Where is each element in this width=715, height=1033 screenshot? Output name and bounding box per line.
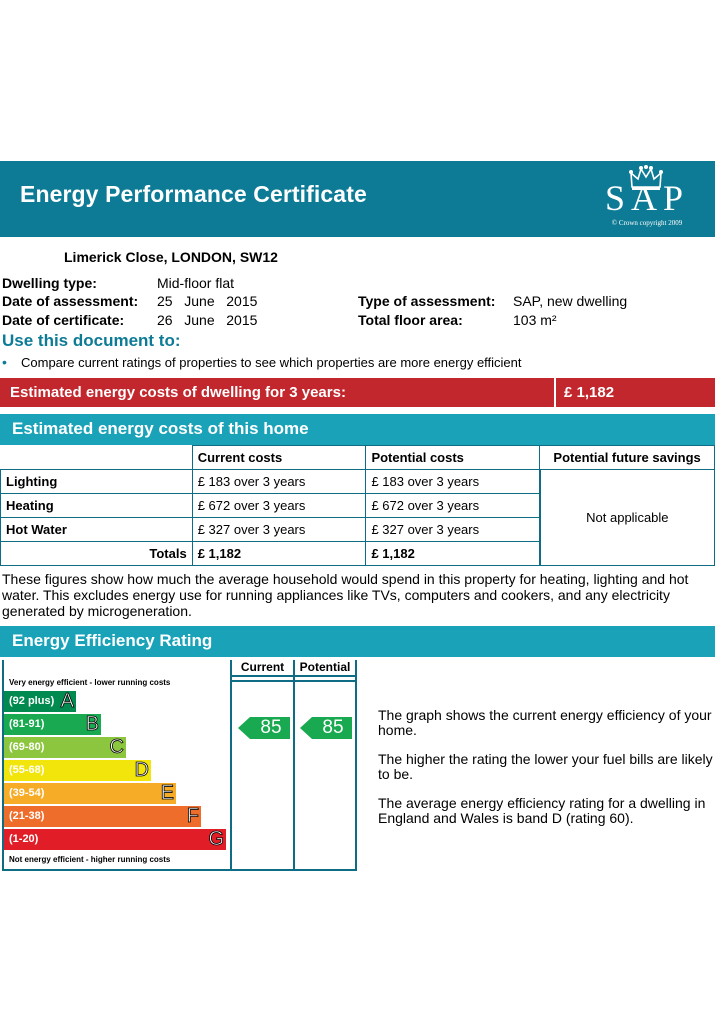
totals-potential: £ 1,182 xyxy=(366,542,540,566)
band-range: (21-38) xyxy=(9,810,45,822)
heating-current: £ 672 over 3 years xyxy=(192,494,366,518)
rating-explanation-1: The graph shows the current energy efficiency of your home. xyxy=(378,707,712,738)
table-header-potential: Potential costs xyxy=(366,446,540,470)
lighting-current: £ 183 over 3 years xyxy=(192,470,366,494)
band-range: (1-20) xyxy=(9,833,39,845)
copyright-text: © Crown copyright 2009 xyxy=(611,219,683,227)
band-range: (81-91) xyxy=(9,718,45,730)
band-range: (92 plus) xyxy=(9,695,55,707)
band-letter: E xyxy=(160,782,174,804)
bottom-caption: Not energy efficient - higher running costs xyxy=(9,855,171,864)
rating-divider-current xyxy=(230,660,232,871)
costs-section-title: Estimated energy costs of this home xyxy=(0,414,715,445)
table-header-savings: Potential future savings xyxy=(540,446,715,470)
potential-rating-arrow xyxy=(300,717,352,739)
rating-header-line-potential xyxy=(295,680,355,682)
band-letter: F xyxy=(186,805,199,827)
estimated-costs-value: £ 1,182 xyxy=(564,384,615,401)
rating-divider-potential xyxy=(293,660,295,871)
dwelling-type-label: Dwelling type: xyxy=(2,275,97,291)
band-range: (69-80) xyxy=(9,741,45,753)
type-assessment-label: Type of assessment: xyxy=(358,293,496,309)
current-rating-arrow xyxy=(238,717,290,739)
floor-area-value: 103 m² xyxy=(513,312,557,328)
page-title: Energy Performance Certificate xyxy=(20,181,367,207)
costs-table xyxy=(0,445,715,566)
date-assessment-label: Date of assessment: xyxy=(2,293,139,309)
rating-band-g xyxy=(4,829,226,850)
date-certificate-value: 26 June 2015 xyxy=(157,312,258,328)
estimated-costs-banner xyxy=(0,378,715,407)
date-certificate-label: Date of certificate: xyxy=(2,312,125,328)
band-letter: B xyxy=(85,713,99,735)
band-letter: A xyxy=(60,690,74,712)
rating-col-current: Current xyxy=(240,660,285,674)
rating-explanation-3: The average energy efficiency rating for a dwelling in England and Wales is band D (rating 60). xyxy=(378,795,706,826)
efficiency-section-title: Energy Efficiency Rating xyxy=(0,626,715,657)
rating-header-line-current xyxy=(232,680,293,682)
rating-col-potential: Potential xyxy=(299,660,351,674)
row-label-hot-water: Hot Water xyxy=(1,518,193,542)
costs-explanation: These figures show how much the average household would spend in this property for heating, lighting and hot water. This excludes energy use for running appliances like TVs, computers and cookers, and any electricity generated by microgeneration. xyxy=(2,571,689,619)
hot-water-potential: £ 327 over 3 years xyxy=(366,518,540,542)
row-label-heating: Heating xyxy=(1,494,193,518)
use-document-item: Compare current ratings of properties to see which properties are more energy efficient xyxy=(21,355,522,370)
sap-logo-text: SAP xyxy=(604,178,690,218)
rating-band-d xyxy=(4,760,151,781)
rating-header-line xyxy=(230,675,357,677)
totals-current: £ 1,182 xyxy=(192,542,366,566)
estimated-costs-label: Estimated energy costs of dwelling for 3 years: xyxy=(10,384,346,401)
dwelling-type-value: Mid-floor flat xyxy=(157,275,235,291)
type-assessment-value: SAP, new dwelling xyxy=(513,293,628,309)
rating-band-a xyxy=(4,691,76,712)
heating-potential: £ 672 over 3 years xyxy=(366,494,540,518)
rating-band-e xyxy=(4,783,176,804)
floor-area-label: Total floor area: xyxy=(358,312,463,328)
table-header-row xyxy=(1,446,715,470)
property-address: Limerick Close, LONDON, SW12 xyxy=(64,249,278,265)
potential-rating-value: 85 xyxy=(322,717,344,738)
band-range: (39-54) xyxy=(9,787,45,799)
sap-logo xyxy=(597,165,697,231)
band-range: (55-68) xyxy=(9,764,45,776)
rating-band-b xyxy=(4,714,101,735)
lighting-potential: £ 183 over 3 years xyxy=(366,470,540,494)
rating-band-c xyxy=(4,737,126,758)
row-label-lighting: Lighting xyxy=(1,470,193,494)
table-header-blank xyxy=(1,446,193,470)
totals-label: Totals xyxy=(1,542,193,566)
bullet-marker: • xyxy=(2,354,7,370)
band-letter: G xyxy=(208,828,224,850)
banner-divider xyxy=(554,378,556,407)
rating-band-f xyxy=(4,806,201,827)
rating-explanation-2: The higher the rating the lower your fuel bills are likely to be. xyxy=(378,751,713,782)
top-caption: Very energy efficient - lower running costs xyxy=(9,678,171,687)
hot-water-current: £ 327 over 3 years xyxy=(192,518,366,542)
use-document-title: Use this document to: xyxy=(2,331,181,350)
date-assessment-value: 25 June 2015 xyxy=(157,293,258,309)
band-letter: D xyxy=(134,759,149,781)
table-header-current: Current costs xyxy=(192,446,366,470)
savings-value: Not applicable xyxy=(540,470,715,566)
header-bar xyxy=(0,161,715,237)
current-rating-value: 85 xyxy=(260,717,282,738)
band-letter: C xyxy=(109,736,124,758)
table-row xyxy=(1,470,715,494)
